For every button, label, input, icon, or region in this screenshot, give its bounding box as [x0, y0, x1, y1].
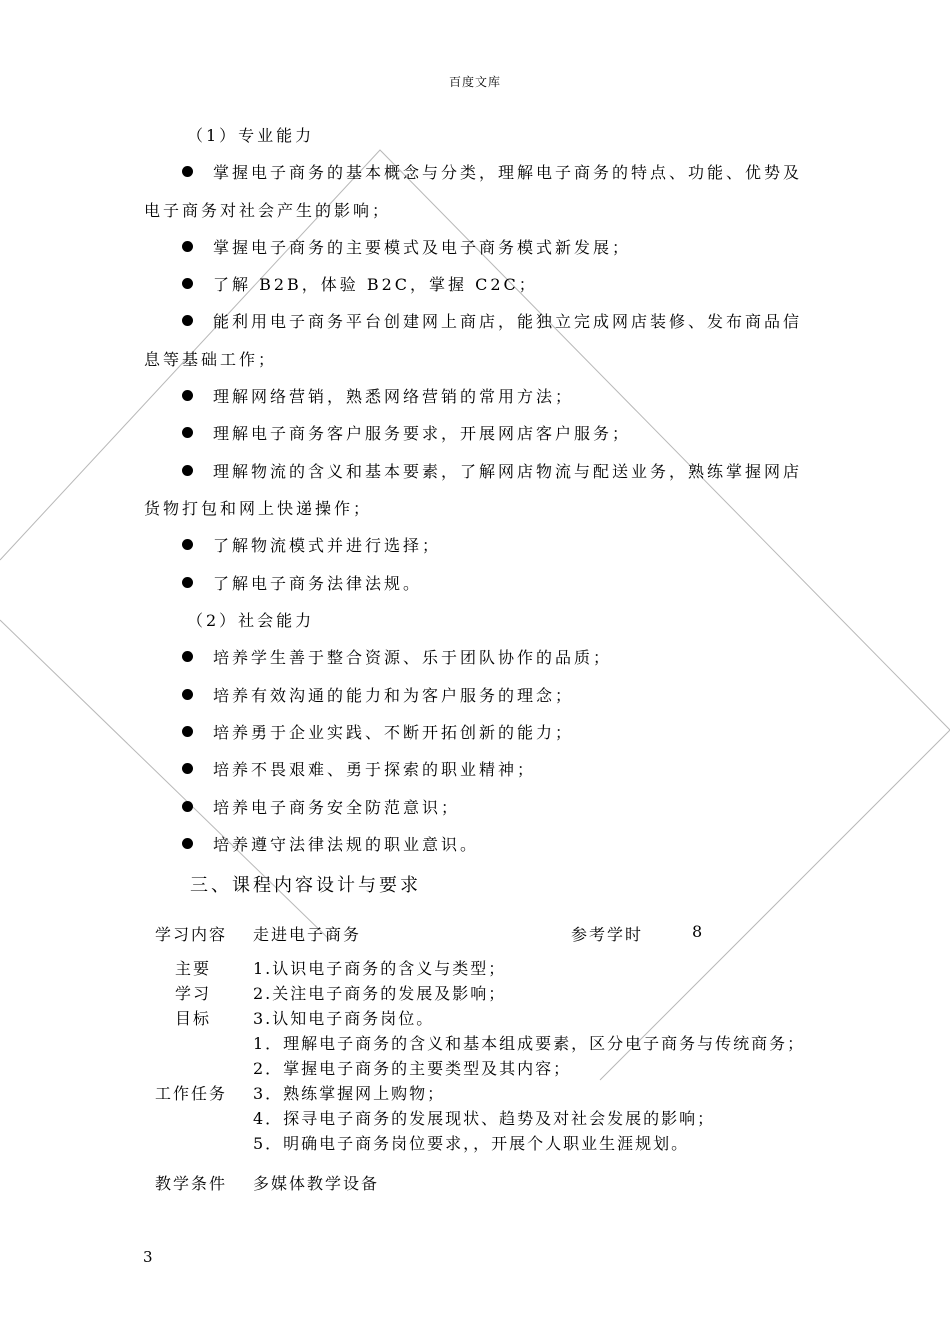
bullet-dot [182, 241, 193, 252]
goal-item: 1.认识电子商务的含义与类型； [253, 959, 507, 978]
bullet-item: 掌握电子商务的主要模式及电子商务模式新发展； [182, 235, 631, 258]
bullet-dot [182, 838, 193, 849]
bullet-item: 了解 B2B，体验 B2C，掌握 C2C； [182, 272, 538, 295]
content-value: 走进电子商务 [253, 925, 362, 944]
bullet-continuation: 货物打包和网上快递操作； [144, 499, 373, 518]
bullet-dot [182, 278, 193, 289]
bullet-dot [182, 390, 193, 401]
hours-value: 8 [692, 922, 705, 941]
task-item: 5．明确电子商务岗位要求，，开展个人职业生涯规划。 [253, 1134, 690, 1153]
page-header-source: 百度文库 [448, 75, 501, 89]
bullet-dot [182, 166, 193, 177]
hours-label: 参考学时 [571, 925, 644, 944]
bullet-continuation: 息等基础工作； [144, 350, 278, 369]
task-item: 1．理解电子商务的含义和基本组成要素，区分电子商务与传统商务； [253, 1034, 806, 1053]
conditions-label: 教学条件 [155, 1174, 228, 1193]
task-item: 3．熟练掌握网上购物； [253, 1084, 446, 1103]
tasks-label: 工作任务 [155, 1084, 228, 1103]
task-item: 4．探寻电子商务的发展现状、趋势及对社会发展的影响； [253, 1109, 716, 1128]
bullet-item: 培养勇于企业实践、不断开拓创新的能力； [182, 720, 574, 743]
bullet-dot [182, 801, 193, 812]
bullet-dot [182, 315, 193, 326]
bullet-dot [182, 763, 193, 774]
bullet-item: 培养有效沟通的能力和为客户服务的理念； [182, 683, 574, 706]
bullet-dot [182, 465, 193, 476]
goal-item: 2.关注电子商务的发展及影响； [253, 984, 507, 1003]
bullet-continuation: 电子商务对社会产生的影响； [144, 201, 392, 220]
bullet-item: 理解电子商务客户服务要求，开展网店客户服务； [182, 421, 631, 444]
bullet-dot [182, 427, 193, 438]
conditions-value: 多媒体教学设备 [253, 1174, 380, 1193]
goals-label-line: 目标 [175, 1009, 212, 1028]
bullet-item: 了解电子商务法律法规。 [182, 571, 422, 594]
bullet-item: 了解物流模式并进行选择； [182, 533, 441, 556]
subtitle-professional-ability: （1）专业能力 [187, 126, 315, 145]
bullet-item: 掌握电子商务的基本概念与分类，理解电子商务的特点、功能、优势及 [182, 160, 802, 183]
bullet-dot [182, 577, 193, 588]
bullet-item: 培养不畏艰难、勇于探索的职业精神； [182, 757, 536, 780]
bullet-item: 培养遵守法律法规的职业意识。 [182, 832, 479, 855]
bullet-item: 理解物流的含义和基本要素，了解网店物流与配送业务，熟练掌握网店 [182, 459, 802, 482]
task-item: 2．掌握电子商务的主要类型及其内容； [253, 1059, 572, 1078]
goals-label-line: 学习 [175, 984, 212, 1003]
bullet-dot [182, 651, 193, 662]
bullet-item: 培养学生善于整合资源、乐于团队协作的品质； [182, 645, 612, 668]
subtitle-social-ability: （2）社会能力 [187, 611, 315, 630]
bullet-item: 理解网络营销，熟悉网络营销的常用方法； [182, 384, 574, 407]
bullet-dot [182, 539, 193, 550]
bullet-item: 培养电子商务安全防范意识； [182, 795, 460, 818]
goal-item: 3.认知电子商务岗位。 [253, 1009, 435, 1028]
goals-label-line: 主要 [175, 959, 212, 978]
bullet-item: 能利用电子商务平台创建网上商店，能独立完成网店装修、发布商品信 [182, 309, 802, 332]
bullet-dot [182, 726, 193, 737]
content-label: 学习内容 [155, 925, 228, 944]
bullet-dot [182, 689, 193, 700]
page-number: 3 [143, 1248, 153, 1266]
section-heading-course-design: 三、课程内容设计与要求 [190, 875, 421, 896]
